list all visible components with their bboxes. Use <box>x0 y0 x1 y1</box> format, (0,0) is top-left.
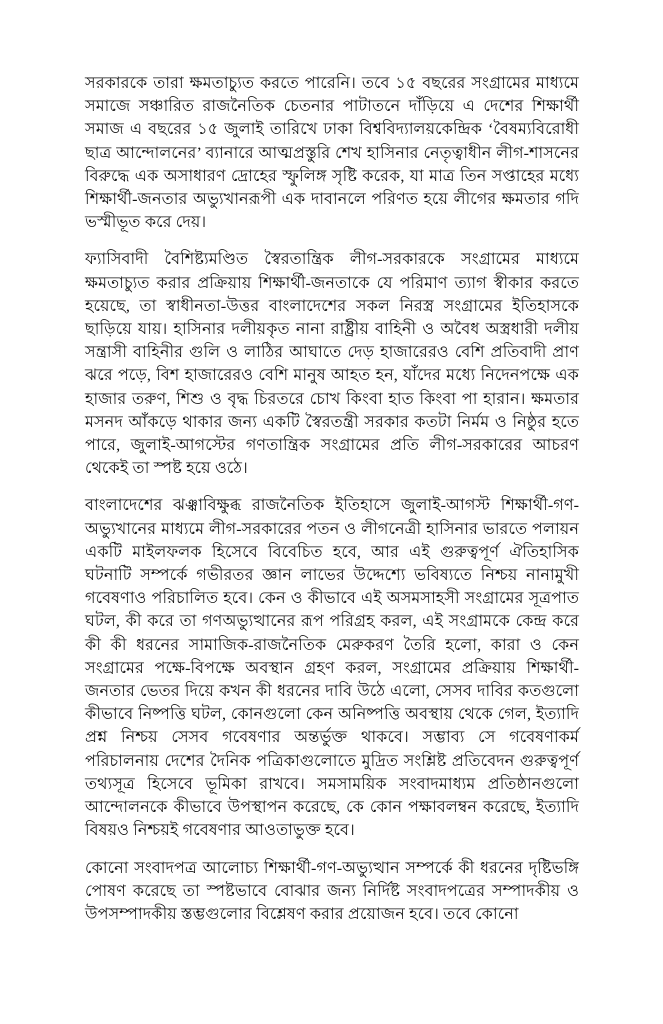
body-paragraph-3: বাংলাদেশের ঝঞ্ঝাবিক্ষুব্ধ রাজনৈতিক ইতিহাসে জুলাই-আগস্ট শিক্ষার্থী-গণ-অভ্যুখানের মাধ্যমে লীগ-সরকারের পতন ও লীগনেত্রী হাসিনার ভারতে পলায়ন একটি মাইলফলক হিসেবে বিবেচিত হবে, আর এই গুরুত্বপূর্ণ ঐতিহাসিক ঘটনাটি সম্পর্কে গভীরতর জ্ঞান লাভের উদ্দেশ্যে ভবিষ্যতে নিশ্চয় নানামুখী গবেষণাও পরিচালিত হবে। কেন ও কীভাবে এই অসমসাহসী সংগ্রামের সূত্রপাত ঘটল, কী করে তা গণঅভ্যুত্থানের রূপ পরিগ্রহ করল, এই সংগ্রামকে কেন্দ্র করে কী কী ধরনের সামাজিক-রাজনৈতিক মেরুকরণ তৈরি হলো, কারা ও কেন সংগ্রামের পক্ষে-বিপক্ষে অবস্থান গ্রহণ করল, সংগ্রামের প্রক্রিয়ায় শিক্ষার্থী-জনতার ভেতর দিয়ে কখন কী ধরনের দাবি উঠে এলো, সেসব দাবির কতগুলো কীভাবে নিষ্পত্তি ঘটল, কোনগুলো কেন অনিষ্পত্তি অবস্থায় থেকে গেল, ইত্যাদি প্রশ্ন নিশ্চয় সেসব গবেষণার অন্তর্ভুক্ত থাকবে। সম্ভাব্য সে গবেষণাকর্ম পরিচালনায় দেশের দৈনিক পত্রিকাগুলোতে মুদ্রিত সংশ্লিষ্ট প্রতিবেদন গুরুত্বপূর্ণ তথ্যসূত্র হিসেবে ভূমিকা রাখবে। সমসাময়িক সংবাদমাধ্যম প্রতিষ্ঠানগুলো আন্দোলনকে কীভাবে উপস্থাপন করেছে, কে কোন পক্ষাবলম্বন করেছে, ইত্যাদি বিষয়ও নিশ্চয়ই গবেষণার আওতাভুক্ত হবে। <box>85 496 579 840</box>
body-paragraph-4: কোনো সংবাদপত্র আলোচ্য শিক্ষার্থী-গণ-অভ্যুত্থান সম্পর্কে কী ধরনের দৃষ্টিভঙ্গি পোষণ করেছে তা স্পষ্টভাবে বোঝার জন্য নির্দিষ্ট সংবাদপত্রের সম্পাদকীয় ও উপসম্পাদকীয় স্তম্ভগুলোর বিশ্লেষণ করার প্রয়োজন হবে। তবে কোনো <box>85 858 579 923</box>
body-paragraph-1: সরকারকে তারা ক্ষমতাচ্যুত করতে পারেনি। তবে ১৫ বছরের সংগ্রামের মাধ্যমে সমাজে সঞ্চারিত রাজনৈতিক চেতনার পাটাতনে দাঁড়িয়ে এ দেশের শিক্ষার্থী সমাজ এ বছরের ১৫ জুলাই তারিখে ঢাকা বিশ্ববিদ্যালয়কেন্দ্রিক ‘বৈষম্যবিরোধী ছাত্র আন্দোলনের’ ব্যানারে আত্মপ্রস্তুরি শেখ হাসিনার নেতৃত্বাধীন লীগ-শাসনের বিরুদ্ধে এক অসাধারণ দ্রোহের স্ফুলিঙ্গ সৃষ্টি করেক, যা মাত্র তিন সপ্তাহের মধ্যে শিক্ষার্থী-জনতার অভ্যুখানরূপী এক দাবানলে পরিণত হয়ে লীগের ক্ষমতার গদি ভস্মীভূত করে দেয়। <box>85 74 579 232</box>
body-text-column <box>85 72 579 926</box>
body-paragraph-2: ফ্যাসিবাদী বৈশিষ্ট্যমণ্ডিত স্বৈরতান্ত্রিক লীগ-সরকারকে সংগ্রামের মাধ্যমে ক্ষমতাচ্যুত করার প্রক্রিয়ায় শিক্ষার্থী-জনতাকে যে পরিমাণ ত্যাগ স্বীকার করতে হয়েছে, তা স্বাধীনতা-উত্তর বাংলাদেশের সকল নিরস্ত্র সংগ্রামের ইতিহাসকে ছাড়িয়ে যায়। হাসিনার দলীয়কৃত নানা রাষ্ট্রীয় বাহিনী ও অবৈধ অস্ত্রধারী দলীয় সন্ত্রাসী বাহিনীর গুলি ও লাঠির আঘাতে দেড় হাজারেরও বেশি প্রতিবাদী প্রাণ ঝরে পড়ে, বিশ হাজারেরও বেশি মানুষ আহত হন, যাঁদের মধ্যে নিদেনপক্ষে এক হাজার তরুণ, শিশু ও বৃদ্ধ চিরতরে চোখ কিংবা হাত কিংবা পা হারান। ক্ষমতার মসনদ আঁকড়ে থাকার জন্য একটি স্বৈরতন্ত্রী সরকার কতটা নির্মম ও নিষ্ঠুর হতে পারে, জুলাই-আগস্টের গণতান্ত্রিক সংগ্রামের প্রতি লীগ-সরকারের আচরণ থেকেই তা স্পষ্ট হয়ে ওঠে। <box>85 250 579 478</box>
